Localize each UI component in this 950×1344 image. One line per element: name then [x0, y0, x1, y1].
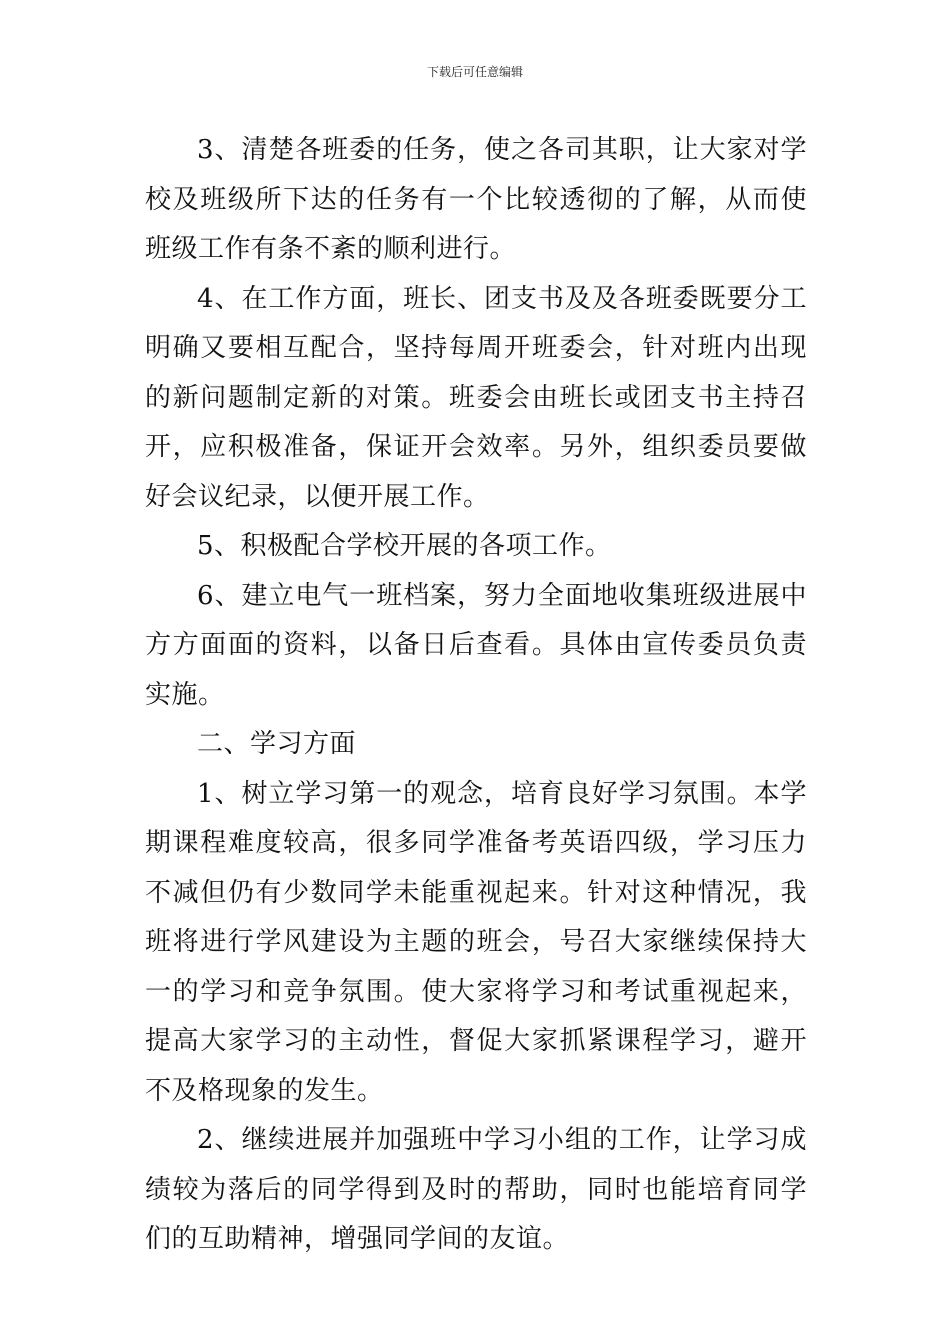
paragraph-item-5: 5、积极配合学校开展的各项工作。	[197, 531, 612, 561]
paragraph-item-3: 3、清楚各班委的任务，使之各司其职，让大家对学校及班级所下达的任务有一个比较透彻的了解，从而使班级工作有条不紊的顺利进行。	[145, 135, 807, 264]
section-heading-study: 二、学习方面	[197, 729, 357, 759]
document-body	[145, 126, 807, 1265]
paragraph-item-6: 6、建立电气一班档案，努力全面地收集班级进展中方方面面的资料，以备日后查看。具体由宣传委员负责实施。	[145, 580, 807, 710]
paragraph-study-1: 1、树立学习第一的观念，培育良好学习氛围。本学期课程难度较高，很多同学准备考英语四级，学习压力不减但仍有少数同学未能重视起来。针对这种情况，我班将进行学风建设为主题的班会，号召大家继续保持大一的学习和竞争氛围。使大家将学习和考试重视起来，提高大家学习的主动性，督促大家抓紧课程学习，避开不及格现象的发生。	[145, 778, 807, 1106]
paragraph-study-2: 2、继续进展并加强班中学习小组的工作，让学习成绩较为落后的同学得到及时的帮助，同时也能培育同学们的互助精神，增强同学间的友谊。	[145, 1125, 807, 1254]
paragraph-item-4: 4、在工作方面，班长、团支书及及各班委既要分工明确又要相互配合，坚持每周开班委会，针对班内出现的新问题制定新的对策。班委会由班长或团支书主持召开，应积极准备，保证开会效率。另外，组织委员要做好会议纪录，以便开展工作。	[145, 283, 807, 512]
page-header: 下载后可任意编辑	[426, 65, 523, 79]
